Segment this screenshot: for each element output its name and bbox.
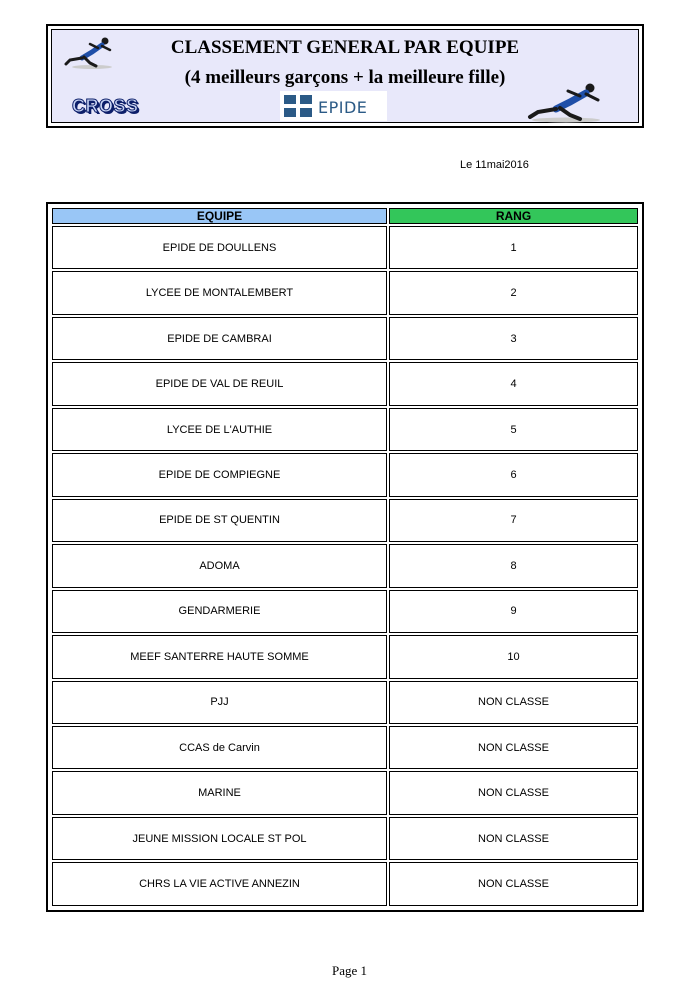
rank-cell: NON CLASSE [389,771,638,814]
page-number: Page 1 [331,963,368,978]
ranking-table [50,206,640,908]
table-row [52,681,638,724]
rank-cell: 6 [389,453,638,496]
team-name-cell: MEEF SANTERRE HAUTE SOMME [52,635,387,678]
rank-cell: NON CLASSE [389,817,638,860]
table-header-row [52,208,638,224]
rank-cell: 4 [389,362,638,405]
team-name-cell: GENDARMERIE [52,590,387,633]
rank-cell: 7 [389,499,638,542]
cross-logo: CROSS [72,96,139,116]
table-row [52,635,638,678]
table-row [52,453,638,496]
table-row [52,817,638,860]
table-row [52,362,638,405]
team-name-cell: ADOMA [52,544,387,587]
table-row [52,544,638,587]
team-name-cell: EPIDE DE DOULLENS [52,226,387,269]
rank-cell: NON CLASSE [389,862,638,906]
team-name-cell: LYCEE DE MONTALEMBERT [52,271,387,314]
team-name-cell: CHRS LA VIE ACTIVE ANNEZIN [52,862,387,906]
header-inner [51,29,639,123]
table-row [52,590,638,633]
epide-logo-text: EPIDE [318,98,368,117]
epide-mark-icon [282,93,316,119]
rank-cell: 3 [389,317,638,360]
rank-cell: 1 [389,226,638,269]
team-name-cell: EPIDE DE COMPIEGNE [52,453,387,496]
ranking-table-frame [46,202,644,912]
rank-cell: 2 [389,271,638,314]
table-row [52,862,638,906]
page-subtitle: (4 meilleurs garçons + la meilleure fille) [184,67,506,88]
rank-cell: 9 [389,590,638,633]
team-name-cell: EPIDE DE VAL DE REUIL [52,362,387,405]
team-name-cell: EPIDE DE CAMBRAI [52,317,387,360]
team-name-cell: LYCEE DE L'AUTHIE [52,408,387,451]
rank-cell: NON CLASSE [389,726,638,769]
rank-cell: NON CLASSE [389,681,638,724]
epide-logo [280,91,387,121]
rank-cell: 5 [389,408,638,451]
table-row [52,726,638,769]
team-name-cell: JEUNE MISSION LOCALE ST POL [52,817,387,860]
table-row [52,317,638,360]
team-name-cell: CCAS de Carvin [52,726,387,769]
header-banner [46,24,644,128]
table-row [52,771,638,814]
table-row [52,226,638,269]
rank-cell: 8 [389,544,638,587]
team-name-cell: MARINE [52,771,387,814]
team-name-cell: PJJ [52,681,387,724]
runner-icon [520,82,612,124]
table-row [52,408,638,451]
table-row [52,271,638,314]
rank-cell: 10 [389,635,638,678]
column-header-equipe: EQUIPE [52,208,387,224]
date-line: Le 11mai2016 [460,159,529,171]
column-header-rang: RANG [389,208,638,224]
table-row [52,499,638,542]
page-title: CLASSEMENT GENERAL PAR EQUIPE [170,37,520,58]
team-name-cell: EPIDE DE ST QUENTIN [52,499,387,542]
